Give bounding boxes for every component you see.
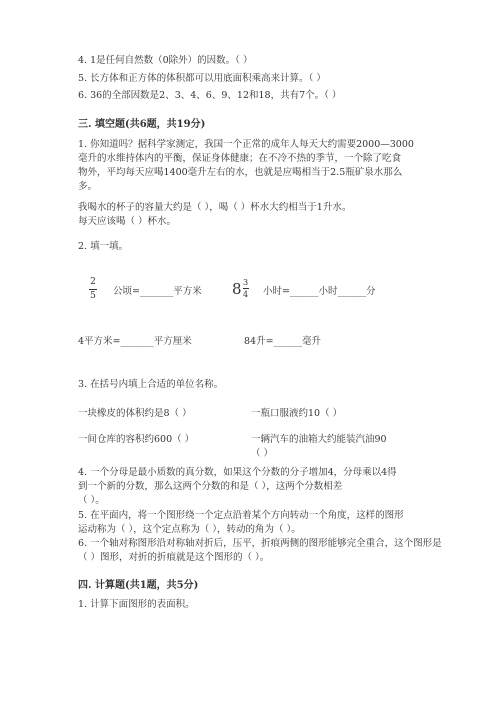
judge-item-5: 5. 长方体和正方体的体积都可以用底面积乘高来计算。（ ） bbox=[78, 73, 326, 84]
fraction-bar bbox=[243, 288, 249, 289]
q1b-line-2: 每天应该喝（ ）杯水。 bbox=[78, 216, 177, 227]
q2-square-meter-blank: 4平方米=_______平方厘米 bbox=[78, 336, 192, 347]
q4-line-1: 4. 一个分母是最小质数的真分数，如果这个分数的分子增加4，分母乘以4得 bbox=[78, 467, 397, 478]
q3-item-a: 一块橡皮的体积约是8（ ） bbox=[78, 408, 192, 419]
q2-title: 2. 填一填。 bbox=[78, 241, 129, 252]
q5-line-2: 运动称为（ ），这个定点称为（ ），转动的角为（ ）。 bbox=[78, 524, 301, 535]
q4-line-2: 到一个新的分数，那么这两个分数的和是（ ），这两个分数相差 bbox=[78, 481, 343, 492]
fraction-denominator: 5 bbox=[90, 291, 96, 301]
q1-line-3: 物外，平均每天应喝1400毫升左右的水，也就是应喝相当于2.5瓶矿泉水那么 bbox=[78, 167, 403, 178]
section-title-fill-in: 三. 填空题(共6题，共19分) bbox=[78, 119, 206, 130]
q4-line-3: （ ）。 bbox=[78, 495, 105, 506]
q3-title: 3. 在括号内填上合适的单位名称。 bbox=[78, 379, 224, 390]
q6-line-2: （ ）图形，对折的折痕就是这个图形的（ ）。 bbox=[78, 552, 270, 563]
fraction-numerator: 2 bbox=[90, 277, 96, 287]
q1-line-1: 1. 你知道吗？据科学家测定，我国一个正常的成年人每天大约需要2000—3000 bbox=[78, 139, 414, 150]
fraction-bar bbox=[89, 289, 97, 290]
q1-line-2: 毫升的水维持体内的平衡，保证身体健康；在不冷不热的季节，一个除了吃食 bbox=[78, 153, 402, 164]
q3-item-d-blank: （ ） bbox=[251, 448, 274, 459]
q3-item-d: 一辆汽车的油箱大约能装汽油90 bbox=[251, 434, 387, 445]
judge-item-4: 4. 1是任何自然数（0除外）的因数。（ ） bbox=[78, 55, 253, 66]
q1b-line-1: 我喝水的杯子的容量大约是（ ），喝（ ）杯水大约相当于1升水。 bbox=[78, 202, 352, 213]
q6-line-1: 6. 一个轴对称图形沿对称轴对折后，压平，折痕两侧的图形能够完全重合，这个图形是 bbox=[78, 538, 442, 549]
mixed-fraction bbox=[243, 278, 249, 299]
fraction-two-fifths bbox=[89, 277, 97, 302]
q2-hours-blank: 小时=______小时______分 bbox=[263, 286, 376, 297]
q5-line-1: 5. 在平面内，将一个图形绕一个定点沿着某个方向转动一个角度，这样的图形 bbox=[78, 510, 404, 521]
mixed-number-eight-three-fourths bbox=[232, 278, 249, 299]
q3-item-c: 一间仓库的容积约600（ ） bbox=[78, 434, 195, 445]
q2-hectare-blank: 公顷=_______平方米 bbox=[113, 286, 202, 297]
fraction-denominator: 4 bbox=[243, 290, 249, 299]
calc-q1: 1. 计算下面图形的表面积。 bbox=[78, 599, 195, 610]
q1-line-4: 多。 bbox=[78, 181, 98, 192]
q3-item-b: 一瓶口服液约10（ ） bbox=[251, 408, 343, 419]
judge-item-6: 6. 36的全部因数是2、3、4、6、9、12和18，共有7个。（ ） bbox=[78, 90, 342, 101]
section-title-calculation: 四. 计算题(共1题，共5分) bbox=[78, 580, 199, 591]
q2-liter-blank: 84升=______毫升 bbox=[244, 336, 322, 347]
mixed-whole: 8 bbox=[232, 279, 242, 298]
fraction-numerator: 3 bbox=[243, 278, 249, 287]
